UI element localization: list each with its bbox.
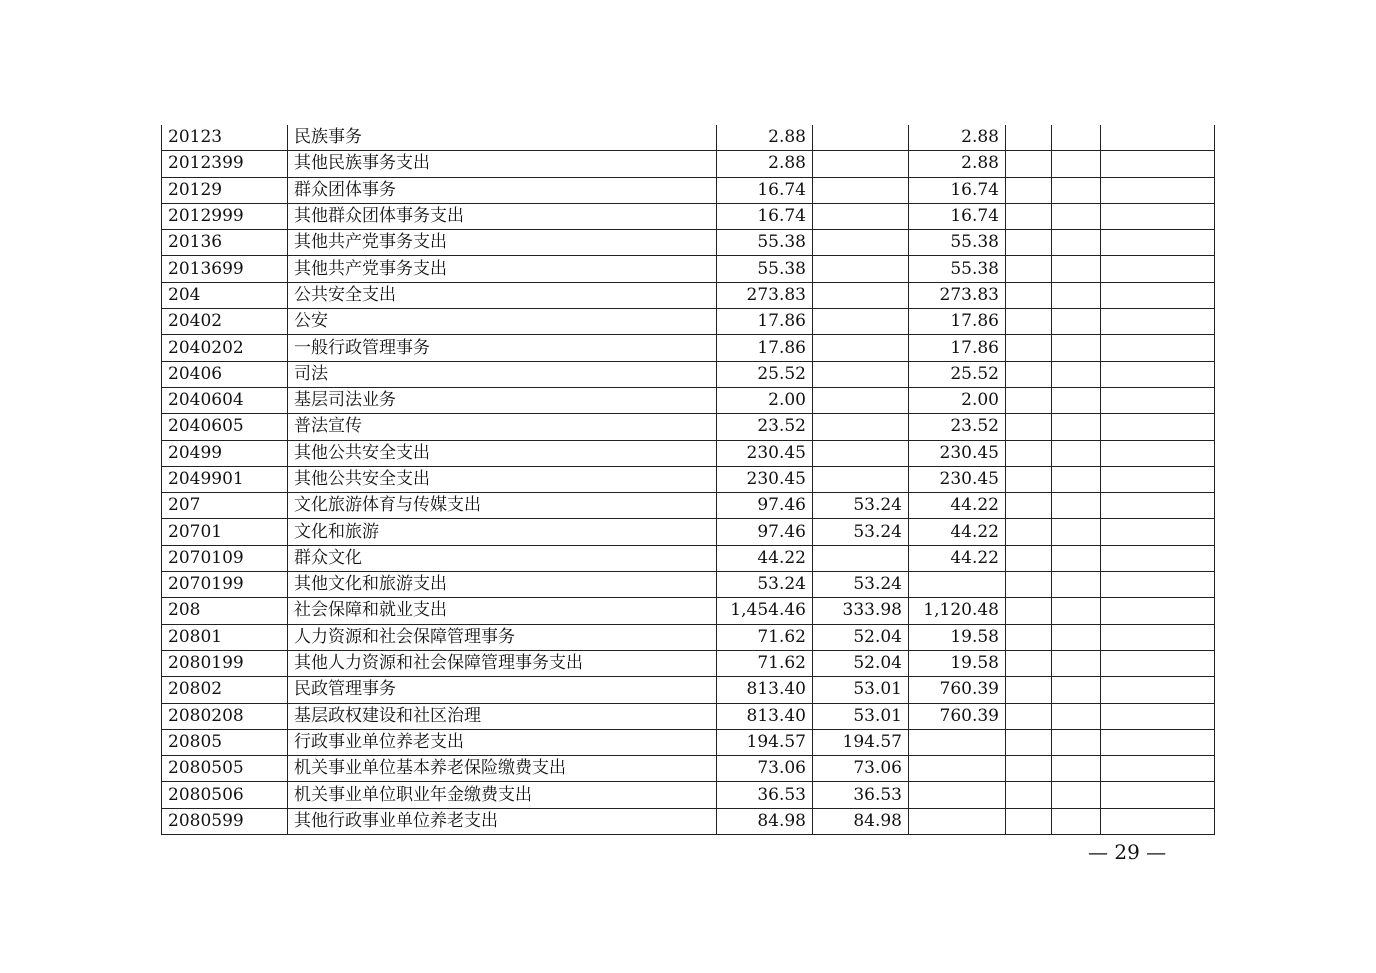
table-row bbox=[162, 387, 1215, 413]
cell-basic bbox=[813, 440, 909, 466]
cell-code: 2040202 bbox=[162, 335, 288, 361]
table-row bbox=[162, 650, 1215, 676]
cell-code: 20801 bbox=[162, 624, 288, 650]
cell-basic: 194.57 bbox=[813, 729, 909, 755]
table-row bbox=[162, 677, 1215, 703]
cell-name: 机关事业单位基本养老保险缴费支出 bbox=[288, 756, 717, 782]
cell-empty bbox=[1101, 493, 1215, 519]
cell-code: 20802 bbox=[162, 677, 288, 703]
cell-project: 23.52 bbox=[909, 414, 1006, 440]
cell-total: 55.38 bbox=[717, 230, 813, 256]
cell-empty bbox=[1052, 572, 1101, 598]
cell-code: 2013699 bbox=[162, 256, 288, 282]
table-row bbox=[162, 466, 1215, 492]
cell-basic: 333.98 bbox=[813, 598, 909, 624]
cell-basic bbox=[813, 125, 909, 151]
cell-name: 其他共产党事务支出 bbox=[288, 230, 717, 256]
table-row bbox=[162, 572, 1215, 598]
table-row bbox=[162, 282, 1215, 308]
cell-empty bbox=[1052, 545, 1101, 571]
cell-code: 2040604 bbox=[162, 387, 288, 413]
cell-total: 44.22 bbox=[717, 545, 813, 571]
table-row bbox=[162, 440, 1215, 466]
cell-code: 20499 bbox=[162, 440, 288, 466]
cell-empty bbox=[1006, 203, 1052, 229]
cell-code: 20701 bbox=[162, 519, 288, 545]
table-row bbox=[162, 756, 1215, 782]
cell-code: 2080208 bbox=[162, 703, 288, 729]
cell-project: 17.86 bbox=[909, 309, 1006, 335]
table-row bbox=[162, 361, 1215, 387]
cell-empty bbox=[1101, 256, 1215, 282]
cell-empty bbox=[1006, 572, 1052, 598]
cell-empty bbox=[1052, 125, 1101, 151]
cell-project: 16.74 bbox=[909, 203, 1006, 229]
table-body bbox=[162, 125, 1215, 835]
cell-empty bbox=[1052, 493, 1101, 519]
cell-code: 2080505 bbox=[162, 756, 288, 782]
cell-total: 55.38 bbox=[717, 256, 813, 282]
cell-empty bbox=[1101, 361, 1215, 387]
cell-basic bbox=[813, 282, 909, 308]
cell-project: 44.22 bbox=[909, 519, 1006, 545]
cell-empty bbox=[1006, 440, 1052, 466]
cell-empty bbox=[1006, 414, 1052, 440]
cell-basic bbox=[813, 466, 909, 492]
cell-code: 20129 bbox=[162, 177, 288, 203]
cell-name: 文化和旅游 bbox=[288, 519, 717, 545]
cell-empty bbox=[1101, 808, 1215, 834]
cell-name: 其他行政事业单位养老支出 bbox=[288, 808, 717, 834]
cell-name: 社会保障和就业支出 bbox=[288, 598, 717, 624]
cell-total: 84.98 bbox=[717, 808, 813, 834]
cell-project bbox=[909, 572, 1006, 598]
cell-empty bbox=[1101, 282, 1215, 308]
cell-name: 司法 bbox=[288, 361, 717, 387]
cell-empty bbox=[1052, 387, 1101, 413]
cell-project bbox=[909, 756, 1006, 782]
cell-empty bbox=[1006, 125, 1052, 151]
cell-project: 55.38 bbox=[909, 256, 1006, 282]
cell-total: 97.46 bbox=[717, 493, 813, 519]
cell-empty bbox=[1052, 282, 1101, 308]
table-row bbox=[162, 598, 1215, 624]
table-row bbox=[162, 729, 1215, 755]
cell-project: 16.74 bbox=[909, 177, 1006, 203]
cell-name: 基层政权建设和社区治理 bbox=[288, 703, 717, 729]
cell-project: 760.39 bbox=[909, 703, 1006, 729]
cell-total: 1,454.46 bbox=[717, 598, 813, 624]
cell-code: 20136 bbox=[162, 230, 288, 256]
cell-project bbox=[909, 808, 1006, 834]
cell-empty bbox=[1052, 808, 1101, 834]
cell-name: 其他民族事务支出 bbox=[288, 151, 717, 177]
cell-empty bbox=[1101, 624, 1215, 650]
cell-code: 20402 bbox=[162, 309, 288, 335]
cell-empty bbox=[1006, 309, 1052, 335]
cell-name: 群众文化 bbox=[288, 545, 717, 571]
cell-total: 23.52 bbox=[717, 414, 813, 440]
cell-empty bbox=[1101, 387, 1215, 413]
cell-empty bbox=[1101, 151, 1215, 177]
cell-name: 其他人力资源和社会保障管理事务支出 bbox=[288, 650, 717, 676]
cell-empty bbox=[1052, 361, 1101, 387]
cell-empty bbox=[1101, 177, 1215, 203]
cell-code: 2080599 bbox=[162, 808, 288, 834]
cell-empty bbox=[1101, 650, 1215, 676]
cell-empty bbox=[1006, 598, 1052, 624]
cell-empty bbox=[1052, 414, 1101, 440]
cell-project bbox=[909, 782, 1006, 808]
cell-empty bbox=[1006, 230, 1052, 256]
cell-total: 194.57 bbox=[717, 729, 813, 755]
cell-empty bbox=[1101, 440, 1215, 466]
cell-name: 文化旅游体育与传媒支出 bbox=[288, 493, 717, 519]
cell-code: 2080506 bbox=[162, 782, 288, 808]
cell-empty bbox=[1052, 466, 1101, 492]
cell-empty bbox=[1052, 335, 1101, 361]
cell-empty bbox=[1006, 387, 1052, 413]
cell-total: 813.40 bbox=[717, 677, 813, 703]
cell-basic bbox=[813, 335, 909, 361]
cell-code: 2040605 bbox=[162, 414, 288, 440]
cell-empty bbox=[1101, 466, 1215, 492]
cell-name: 民政管理事务 bbox=[288, 677, 717, 703]
cell-name: 基层司法业务 bbox=[288, 387, 717, 413]
cell-basic bbox=[813, 361, 909, 387]
cell-empty bbox=[1052, 309, 1101, 335]
cell-basic bbox=[813, 309, 909, 335]
table-row bbox=[162, 203, 1215, 229]
cell-empty bbox=[1052, 230, 1101, 256]
cell-total: 97.46 bbox=[717, 519, 813, 545]
cell-total: 2.00 bbox=[717, 387, 813, 413]
table-row bbox=[162, 545, 1215, 571]
cell-code: 2070109 bbox=[162, 545, 288, 571]
cell-project: 230.45 bbox=[909, 440, 1006, 466]
cell-project: 44.22 bbox=[909, 493, 1006, 519]
cell-empty bbox=[1006, 545, 1052, 571]
cell-project: 2.00 bbox=[909, 387, 1006, 413]
table-row bbox=[162, 230, 1215, 256]
cell-name: 其他共产党事务支出 bbox=[288, 256, 717, 282]
cell-empty bbox=[1101, 125, 1215, 151]
cell-empty bbox=[1006, 466, 1052, 492]
cell-basic bbox=[813, 203, 909, 229]
cell-total: 17.86 bbox=[717, 309, 813, 335]
cell-code: 208 bbox=[162, 598, 288, 624]
cell-code: 204 bbox=[162, 282, 288, 308]
cell-name: 其他群众团体事务支出 bbox=[288, 203, 717, 229]
cell-name: 民族事务 bbox=[288, 125, 717, 151]
cell-empty bbox=[1052, 782, 1101, 808]
cell-empty bbox=[1101, 756, 1215, 782]
table-row bbox=[162, 309, 1215, 335]
cell-empty bbox=[1006, 493, 1052, 519]
cell-empty bbox=[1006, 782, 1052, 808]
table-row bbox=[162, 151, 1215, 177]
cell-empty bbox=[1052, 703, 1101, 729]
cell-name: 行政事业单位养老支出 bbox=[288, 729, 717, 755]
cell-project: 19.58 bbox=[909, 624, 1006, 650]
cell-empty bbox=[1101, 703, 1215, 729]
cell-empty bbox=[1006, 361, 1052, 387]
cell-empty bbox=[1052, 677, 1101, 703]
cell-empty bbox=[1052, 177, 1101, 203]
cell-project: 17.86 bbox=[909, 335, 1006, 361]
cell-project: 2.88 bbox=[909, 125, 1006, 151]
cell-name: 机关事业单位职业年金缴费支出 bbox=[288, 782, 717, 808]
cell-name: 公安 bbox=[288, 309, 717, 335]
cell-empty bbox=[1006, 335, 1052, 361]
cell-basic: 36.53 bbox=[813, 782, 909, 808]
cell-basic bbox=[813, 177, 909, 203]
cell-project: 2.88 bbox=[909, 151, 1006, 177]
cell-total: 813.40 bbox=[717, 703, 813, 729]
cell-empty bbox=[1006, 756, 1052, 782]
cell-total: 230.45 bbox=[717, 466, 813, 492]
cell-empty bbox=[1052, 624, 1101, 650]
table-row bbox=[162, 808, 1215, 834]
cell-empty bbox=[1006, 729, 1052, 755]
cell-project: 273.83 bbox=[909, 282, 1006, 308]
cell-empty bbox=[1101, 782, 1215, 808]
cell-empty bbox=[1101, 230, 1215, 256]
cell-total: 71.62 bbox=[717, 624, 813, 650]
cell-empty bbox=[1006, 703, 1052, 729]
cell-code: 2070199 bbox=[162, 572, 288, 598]
cell-project: 44.22 bbox=[909, 545, 1006, 571]
cell-empty bbox=[1101, 335, 1215, 361]
cell-total: 53.24 bbox=[717, 572, 813, 598]
cell-empty bbox=[1101, 519, 1215, 545]
cell-empty bbox=[1006, 282, 1052, 308]
cell-project: 55.38 bbox=[909, 230, 1006, 256]
cell-empty bbox=[1101, 677, 1215, 703]
cell-total: 73.06 bbox=[717, 756, 813, 782]
cell-name: 人力资源和社会保障管理事务 bbox=[288, 624, 717, 650]
cell-name: 公共安全支出 bbox=[288, 282, 717, 308]
cell-empty bbox=[1006, 177, 1052, 203]
cell-total: 230.45 bbox=[717, 440, 813, 466]
cell-empty bbox=[1101, 598, 1215, 624]
page-number: — 29 — bbox=[1088, 840, 1167, 864]
table-row bbox=[162, 125, 1215, 151]
cell-name: 群众团体事务 bbox=[288, 177, 717, 203]
cell-name: 一般行政管理事务 bbox=[288, 335, 717, 361]
cell-empty bbox=[1101, 203, 1215, 229]
cell-code: 20123 bbox=[162, 125, 288, 151]
budget-table bbox=[161, 125, 1215, 835]
cell-empty bbox=[1101, 545, 1215, 571]
cell-total: 273.83 bbox=[717, 282, 813, 308]
table-row bbox=[162, 703, 1215, 729]
cell-total: 16.74 bbox=[717, 177, 813, 203]
cell-project: 25.52 bbox=[909, 361, 1006, 387]
cell-total: 25.52 bbox=[717, 361, 813, 387]
table-row bbox=[162, 624, 1215, 650]
cell-empty bbox=[1052, 151, 1101, 177]
cell-code: 2080199 bbox=[162, 650, 288, 676]
cell-basic: 52.04 bbox=[813, 624, 909, 650]
cell-empty bbox=[1052, 203, 1101, 229]
cell-empty bbox=[1006, 650, 1052, 676]
cell-basic bbox=[813, 230, 909, 256]
cell-basic bbox=[813, 414, 909, 440]
cell-empty bbox=[1101, 572, 1215, 598]
cell-empty bbox=[1101, 309, 1215, 335]
table-row bbox=[162, 493, 1215, 519]
cell-total: 2.88 bbox=[717, 151, 813, 177]
cell-name: 其他公共安全支出 bbox=[288, 440, 717, 466]
cell-project bbox=[909, 729, 1006, 755]
cell-project: 1,120.48 bbox=[909, 598, 1006, 624]
cell-empty bbox=[1006, 677, 1052, 703]
cell-total: 16.74 bbox=[717, 203, 813, 229]
cell-code: 2049901 bbox=[162, 466, 288, 492]
cell-empty bbox=[1052, 650, 1101, 676]
cell-empty bbox=[1006, 256, 1052, 282]
cell-empty bbox=[1101, 729, 1215, 755]
cell-code: 207 bbox=[162, 493, 288, 519]
cell-total: 36.53 bbox=[717, 782, 813, 808]
cell-empty bbox=[1052, 756, 1101, 782]
cell-basic: 53.24 bbox=[813, 519, 909, 545]
cell-basic: 53.01 bbox=[813, 677, 909, 703]
cell-basic: 53.01 bbox=[813, 703, 909, 729]
cell-project: 230.45 bbox=[909, 466, 1006, 492]
cell-project: 19.58 bbox=[909, 650, 1006, 676]
cell-empty bbox=[1052, 598, 1101, 624]
cell-empty bbox=[1052, 256, 1101, 282]
cell-empty bbox=[1006, 151, 1052, 177]
table-row bbox=[162, 177, 1215, 203]
table-row bbox=[162, 782, 1215, 808]
cell-code: 20805 bbox=[162, 729, 288, 755]
cell-name: 普法宣传 bbox=[288, 414, 717, 440]
cell-total: 71.62 bbox=[717, 650, 813, 676]
cell-basic: 53.24 bbox=[813, 572, 909, 598]
cell-basic bbox=[813, 256, 909, 282]
table-row bbox=[162, 519, 1215, 545]
table-row bbox=[162, 256, 1215, 282]
cell-empty bbox=[1052, 729, 1101, 755]
cell-empty bbox=[1101, 414, 1215, 440]
cell-basic bbox=[813, 545, 909, 571]
cell-basic bbox=[813, 151, 909, 177]
cell-basic bbox=[813, 387, 909, 413]
cell-code: 2012999 bbox=[162, 203, 288, 229]
cell-code: 2012399 bbox=[162, 151, 288, 177]
cell-total: 17.86 bbox=[717, 335, 813, 361]
cell-empty bbox=[1006, 808, 1052, 834]
table-row bbox=[162, 414, 1215, 440]
cell-project: 760.39 bbox=[909, 677, 1006, 703]
cell-name: 其他文化和旅游支出 bbox=[288, 572, 717, 598]
cell-basic: 73.06 bbox=[813, 756, 909, 782]
cell-code: 20406 bbox=[162, 361, 288, 387]
cell-empty bbox=[1052, 440, 1101, 466]
cell-name: 其他公共安全支出 bbox=[288, 466, 717, 492]
cell-basic: 52.04 bbox=[813, 650, 909, 676]
cell-empty bbox=[1006, 624, 1052, 650]
cell-empty bbox=[1052, 519, 1101, 545]
cell-basic: 84.98 bbox=[813, 808, 909, 834]
cell-basic: 53.24 bbox=[813, 493, 909, 519]
cell-total: 2.88 bbox=[717, 125, 813, 151]
table-row bbox=[162, 335, 1215, 361]
cell-empty bbox=[1006, 519, 1052, 545]
